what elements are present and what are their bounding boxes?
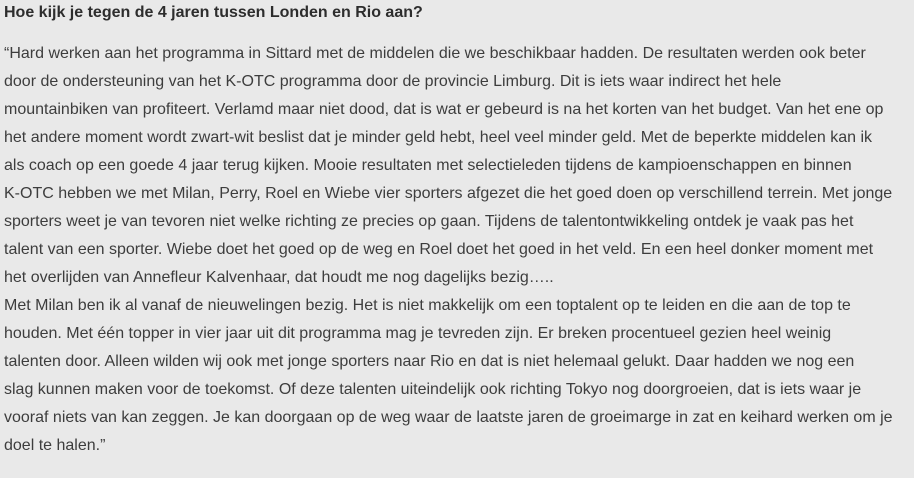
interview-answer <box>4 40 906 460</box>
answer-line: vooraf niets van kan zeggen. Je kan doorgaan op de weg waar de laatste jaren de groeimarge in zat en keihard werken om je <box>4 409 893 426</box>
answer-line: talent van een sporter. Wiebe doet het goed op de weg en Roel doet het goed in het veld. En een heel donker moment met <box>4 241 874 258</box>
answer-line: het andere moment wordt zwart-wit beslist dat je minder geld hebt, heel veel minder geld. Met de beperkte middelen kan ik <box>4 129 873 146</box>
answer-line: slag kunnen maken voor de toekomst. Of deze talenten uiteindelijk ook richting Tokyo nog doorgroeien, dat is iets waar je <box>4 381 862 398</box>
interview-question: Hoe kijk je tegen de 4 jaren tussen Londen en Rio aan? <box>4 4 423 21</box>
answer-line: sporters weet je van tevoren niet welke richting ze precies op gaan. Tijdens de talentontwikkeling ontdek je vaak pas het <box>4 213 854 230</box>
answer-line: houden. Met één topper in vier jaar uit dit programma mag je tevreden zijn. Er breken procentueel gezien heel weinig <box>4 325 832 342</box>
answer-line: doel te halen.” <box>4 437 106 454</box>
answer-line: Met Milan ben ik al vanaf de nieuwelingen bezig. Het is niet makkelijk om een toptalent op te leiden en die aan de top te <box>4 297 851 314</box>
answer-line: door de ondersteuning van het K-OTC programma door de provincie Limburg. Dit is iets waar indirect het hele <box>4 73 782 90</box>
answer-line: “Hard werken aan het programma in Sittard met de middelen die we beschikbaar hadden. De resultaten werden ook beter <box>4 45 866 62</box>
answer-line: talenten door. Alleen wilden wij ook met jonge sporters naar Rio en dat is niet helemaal gelukt. Daar hadden we nog een <box>4 353 855 370</box>
answer-line: als coach op een goede 4 jaar terug kijken. Mooie resultaten met selectieleden tijdens de kampioenschappen en binnen <box>4 157 852 174</box>
answer-line: K-OTC hebben we met Milan, Perry, Roel en Wiebe vier sporters afgezet die het goed doen op verschillend terrein. Met jonge <box>4 185 893 202</box>
answer-line: het overlijden van Annefleur Kalvenhaar, dat houdt me nog dagelijks bezig….. <box>4 269 554 286</box>
answer-line: mountainbiken van profiteert. Verlamd maar niet dood, dat is wat er gebeurd is na het korten van het budget. Van het ene op <box>4 101 884 118</box>
